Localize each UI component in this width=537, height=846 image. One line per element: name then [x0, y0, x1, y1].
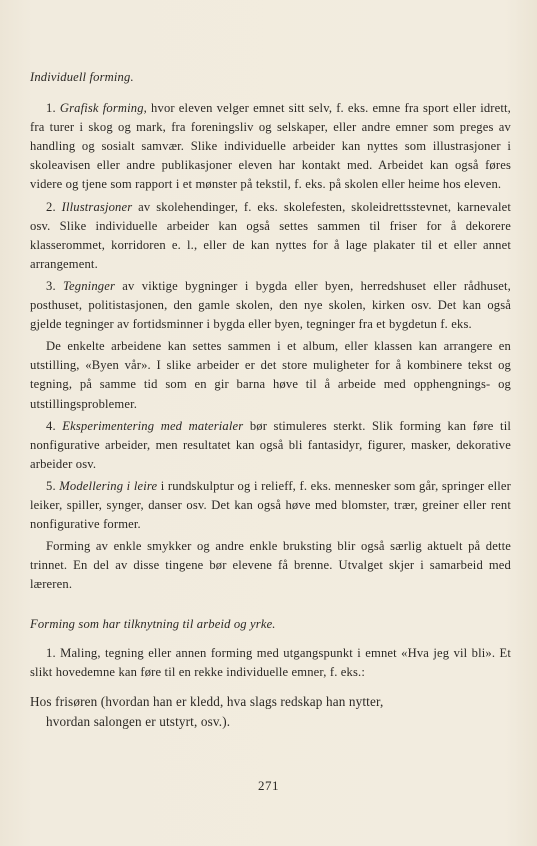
example-quote — [30, 692, 511, 732]
item-number: 1. — [46, 645, 56, 660]
paragraph-item-2 — [30, 198, 511, 274]
paragraph-item-4 — [30, 417, 511, 474]
page-text — [30, 68, 511, 732]
paragraph-work-item-1 — [30, 644, 511, 682]
item-text: hvor eleven velger emnet sitt selv, f. eks. emne fra sport eller idrett, fra turer i skog og mark, fra foreningsliv og selskaper, eller andre emner som preges av handling og sosialt samvær. Slike individuelle arbeider kan nyttes som illustrasjoner i skoleavisen eller andre publikasjoner eleven har kontakt med. Arbeidet kan også føres videre og tjene som rapport i et mønster på tekstil, f. eks. på skolen eller heime hos eleven. — [30, 101, 511, 192]
paragraph-item-1 — [30, 99, 511, 194]
item-number: 4. — [46, 418, 56, 433]
item-number: 2. — [46, 199, 56, 214]
item-number: 3. — [46, 278, 56, 293]
item-text: av viktige bygninger i bygda eller byen, herredshuset eller rådhuset, posthuset, politistasjonen, den gamle skolen, den nye skolen, kirken osv. Det kan også gjelde tegninger av fortidsminner i bygda eller byen, tegninger fra et bygdetun f. eks. — [30, 278, 511, 332]
item-text: av skolehendinger, f. eks. skolefesten, skoleidrettsstevnet, karnevalet osv. Slike individuelle arbeider kan også settes sammen til friser for å dekorere klasserommet, korridoren e. l., eller de kan nyttes for å lage plakater til et eller annet arrangement. — [30, 199, 511, 271]
item-title: Grafisk forming, — [59, 101, 147, 116]
item-title: Modellering i leire — [59, 478, 158, 493]
quote-line-1: Hos frisøren (hvordan han er kledd, hva slags redskap han nytter, — [30, 693, 384, 709]
item-title: Illustrasjoner — [61, 199, 133, 214]
item-number: 1. — [46, 101, 56, 116]
item-number: 5. — [46, 478, 56, 493]
paragraph-item-5 — [30, 477, 511, 534]
item-text: i rundskulptur og i relieff, f. eks. mennesker som går, springer eller leiker, spiller, synger, danser osv. Det kan også høve med blomster, trær, greiner eller rent nonfigurative former. — [30, 478, 511, 532]
item-title: Eksperimentering med materialer — [62, 418, 244, 433]
paragraph-item-3 — [30, 277, 511, 334]
item-text: De enkelte arbeidene kan settes sammen i et album, eller klassen kan arrangere en utstilling, «Byen vår». I slike arbeider er det store muligheter for å kombinere tekst og tegning, på samme tid som en gir barna høve til å arbeide med opphengnings- og utstillingsproblemer. — [30, 339, 511, 411]
section-heading-individual: Individuell forming. — [30, 70, 134, 84]
quote-line-2: hvordan salongen er utstyrt, osv.). — [46, 713, 231, 729]
item-text: Forming av enkle smykker og andre enkle bruksting blir også særlig aktuelt på dette trinnet. En del av disse tingene bør elevene få brenne. Utvalget skjer i samarbeid med læreren. — [30, 539, 511, 592]
item-text: bør stimuleres sterkt. Slik forming kan føre til nonfigurative arbeider, men resultatet kan også bli fantasidyr, figurer, masker, dekorative arbeider osv. — [30, 418, 511, 471]
paragraph-album — [30, 337, 511, 413]
section-heading-work: Forming som har tilknytning til arbeid og yrke. — [30, 617, 276, 632]
paragraph-smykker — [30, 537, 511, 594]
item-title: Tegninger — [63, 278, 116, 293]
page-number: 271 — [258, 778, 279, 793]
item-text: Maling, tegning eller annen forming med utgangspunkt i emnet «Hva jeg vil bli». Et slikt hovedemne kan føre til en rekke individuelle emner, f. eks.: — [30, 645, 511, 679]
